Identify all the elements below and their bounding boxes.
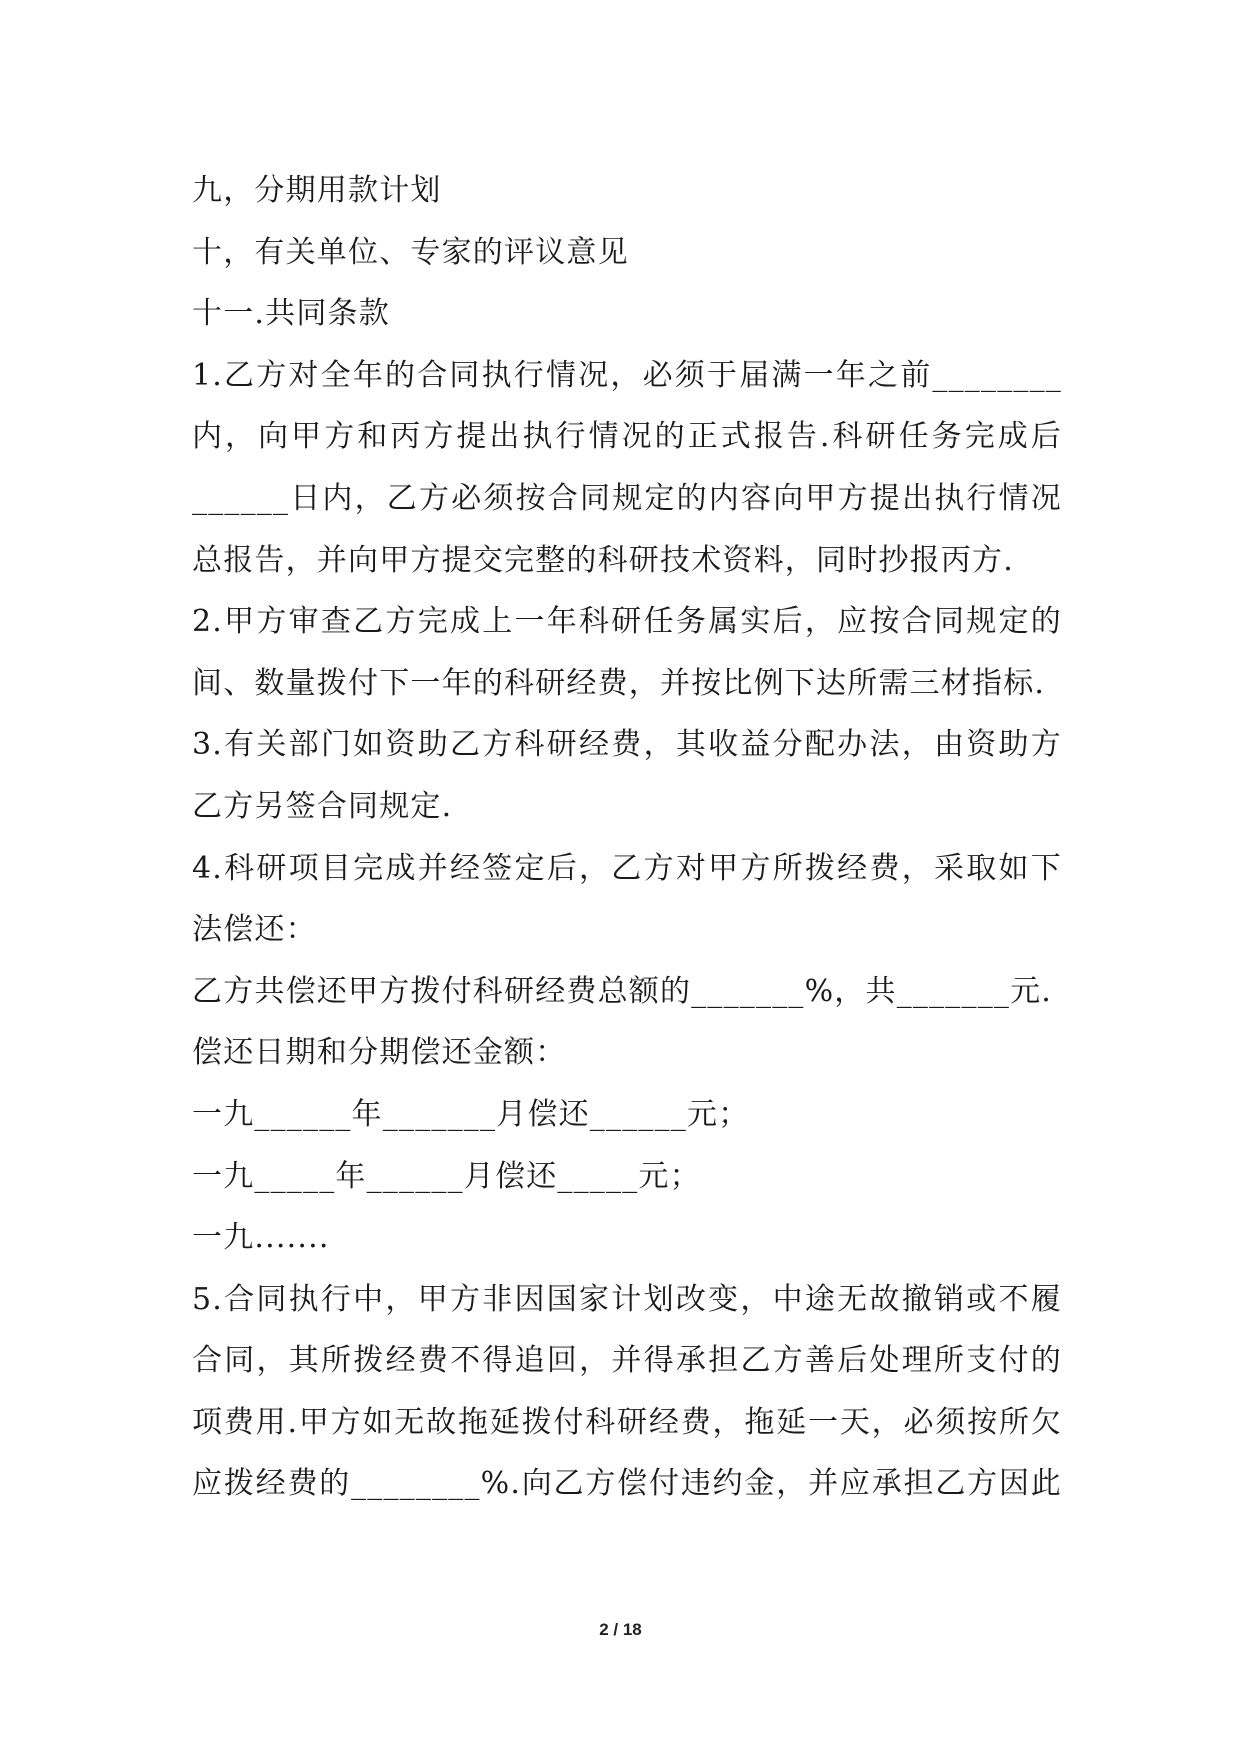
clause-1-line-4: 总报告，并向甲方提交完整的科研技术资料，同时抄报丙方. bbox=[192, 542, 1014, 578]
repayment-installment-more: 一九....... bbox=[192, 1220, 330, 1256]
section-heading-eleven: 十一.共同条款 bbox=[192, 296, 390, 332]
clause-3-line-1: 3.有关部门如资助乙方科研经费，其收益分配办法，由资助方 bbox=[192, 727, 1062, 763]
clause-5-line-1: 5.合同执行中，甲方非因国家计划改变，中途无故撤销或不履 bbox=[192, 1281, 1062, 1317]
clause-3-line-2: 乙方另签合同规定. bbox=[192, 788, 453, 824]
repayment-total-line: 乙方共偿还甲方拨付科研经费总额的_______%，共_______元. bbox=[192, 973, 1053, 1009]
clause-5-line-2: 合同，其所拨经费不得追回，并得承担乙方善后处理所支付的 bbox=[192, 1343, 1062, 1379]
clause-4-line-2: 法偿还： bbox=[192, 912, 317, 948]
clause-5-line-3: 项费用.甲方如无故拖延拨付科研经费，拖延一天，必须按所欠 bbox=[192, 1404, 1062, 1440]
clause-2-line-1: 2.甲方审查乙方完成上一年科研任务属实后，应按合同规定的 bbox=[192, 604, 1062, 640]
clause-1-line-3: ______日内，乙方必须按合同规定的内容向甲方提出执行情况 bbox=[192, 480, 1062, 516]
clause-5-line-4: 应拨经费的________%.向乙方偿付违约金，并应承担乙方因此 bbox=[192, 1466, 1062, 1502]
clause-2-line-2: 间、数量拨付下一年的科研经费，并按比例下达所需三材指标. bbox=[192, 665, 1046, 701]
repayment-installment-2: 一九_____年______月偿还_____元； bbox=[192, 1158, 701, 1194]
document-body bbox=[192, 160, 1062, 1515]
section-heading-ten: 十，有关单位、专家的评议意见 bbox=[192, 234, 629, 270]
section-heading-nine: 九，分期用款计划 bbox=[192, 173, 442, 208]
repayment-installment-1: 一九______年_______月偿还______元； bbox=[192, 1096, 750, 1132]
clause-1-line-1: 1.乙方对全年的合同执行情况，必须于届满一年之前________ bbox=[192, 357, 1062, 393]
clause-1-line-2: 内，向甲方和丙方提出执行情况的正式报告.科研任务完成后 bbox=[192, 419, 1062, 455]
repayment-schedule-heading: 偿还日期和分期偿还金额： bbox=[192, 1035, 567, 1071]
page-number: 2 / 18 bbox=[599, 1620, 642, 1639]
clause-4-line-1: 4.科研项目完成并经签定后，乙方对甲方所拨经费，采取如下 bbox=[192, 850, 1062, 886]
